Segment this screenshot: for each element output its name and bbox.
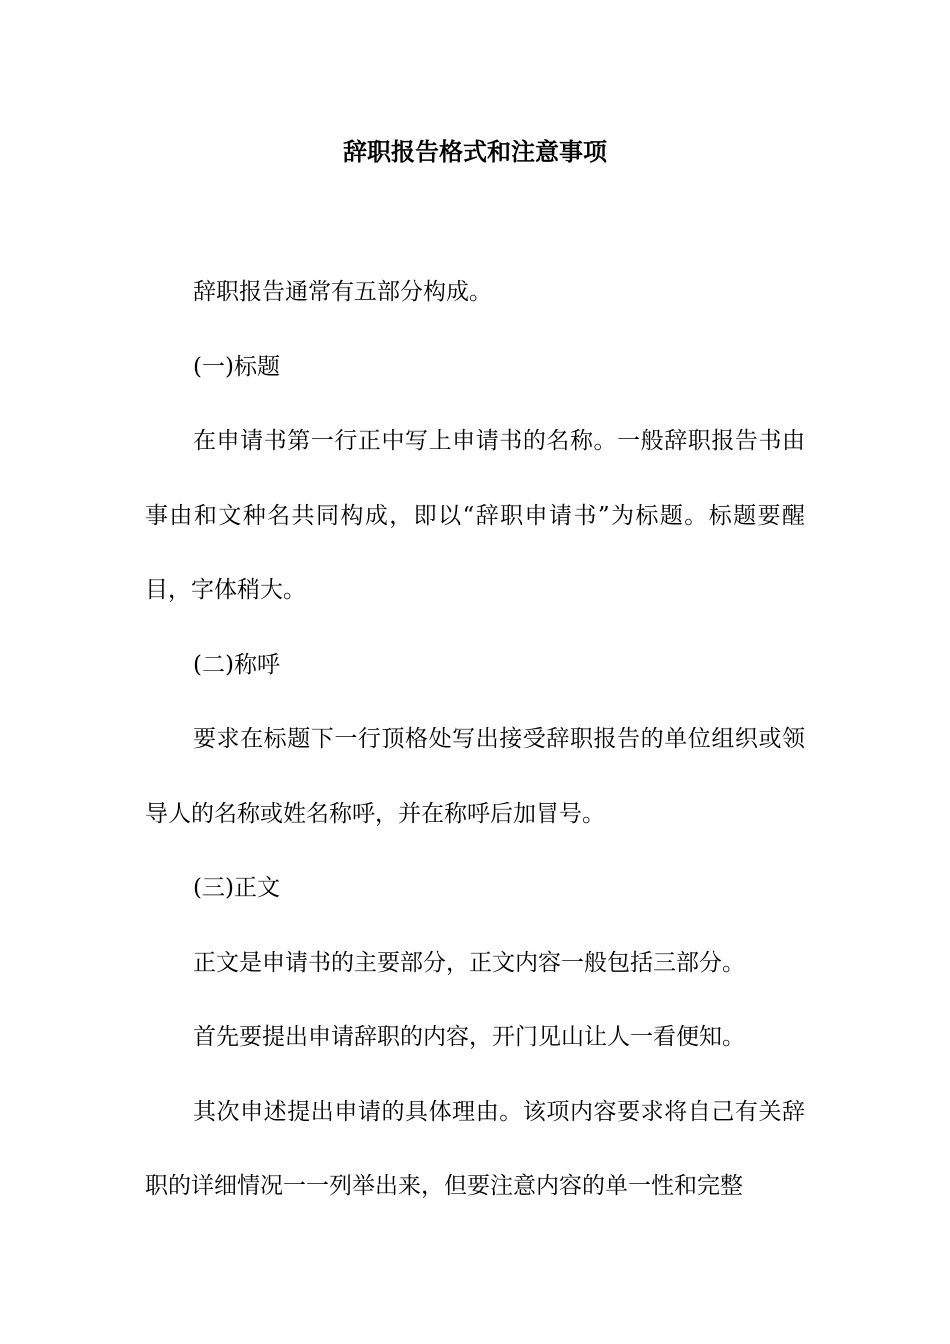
document-title: 辞职报告格式和注意事项 — [343, 137, 607, 166]
paragraph-body-overview: 正文是申请书的主要部分，正文内容一般包括三部分。 — [193, 949, 745, 976]
paragraph-salutation-description: 要求在标题下一行顶格处写出接受辞职报告的单位组织或领导人的名称或姓名称呼，并在称呼后加冒号。 — [145, 726, 805, 827]
paragraph-intro: 辞职报告通常有五部分构成。 — [193, 279, 492, 305]
section-heading-body: (三)正文 — [193, 875, 280, 901]
section-heading-salutation: (二)称呼 — [193, 651, 280, 678]
document-body — [145, 255, 805, 1224]
paragraph-title-description: 在申请书第一行正中写上申请书的名称。一般辞职报告书由事由和文种名共同构成，即以“辞职申请书”为标题。标题要醒目，字体稍大。 — [145, 428, 805, 603]
paragraph-body-first: 首先要提出申请辞职的内容，开门见山让人一看便知。 — [193, 1024, 745, 1050]
section-heading-title: (一)标题 — [193, 353, 280, 380]
paragraph-body-second: 其次申述提出申请的具体理由。该项内容要求将自己有关辞职的详细情况一一列举出来，但要注意内容的单一性和完整 — [145, 1098, 805, 1199]
